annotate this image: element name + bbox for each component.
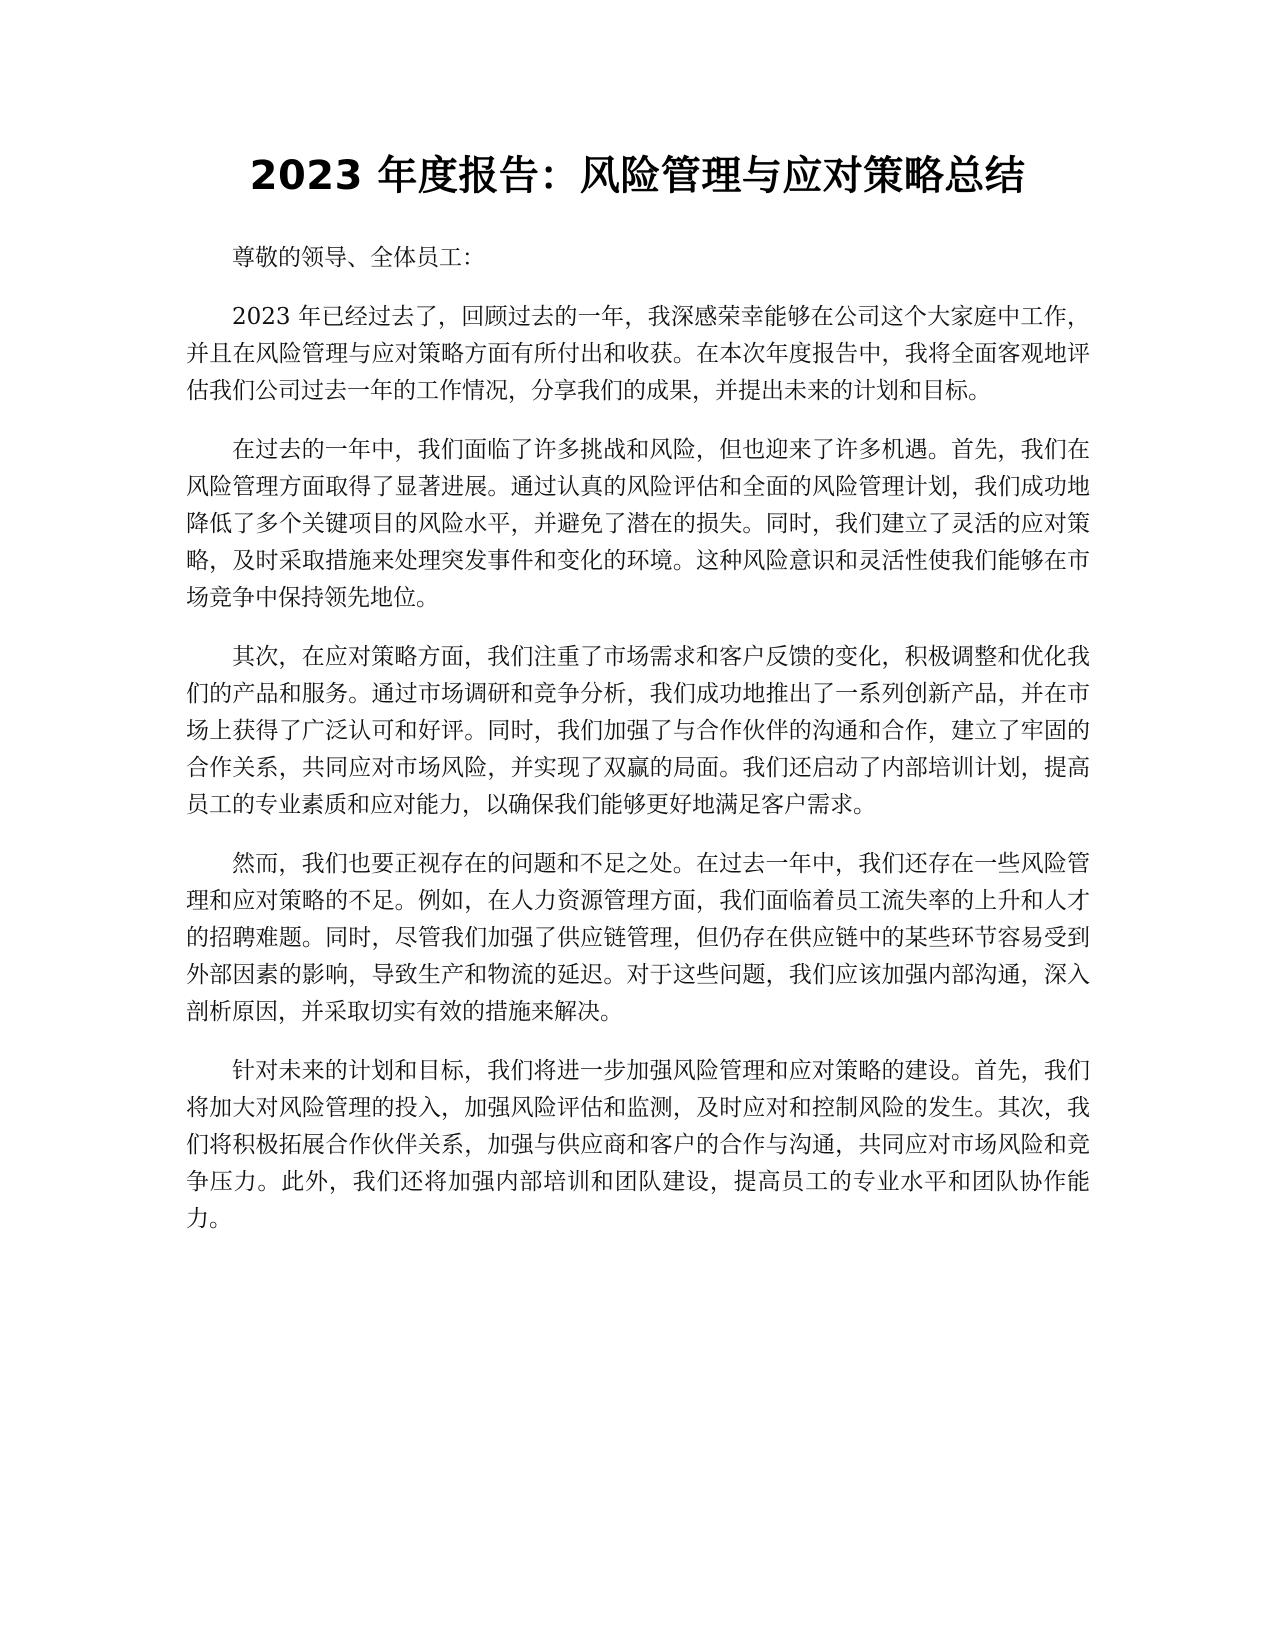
- paragraph-risk-management: 在过去的一年中，我们面临了许多挑战和风险，但也迎来了许多机遇。首先，我们在风险管理方面取得了显著进展。通过认真的风险评估和全面的风险管理计划，我们成功地降低了多个关键项目的风险水平，并避免了潜在的损失。同时，我们建立了灵活的应对策略，及时采取措施来处理突发事件和变化的环境。这种风险意识和灵活性使我们能够在市场竞争中保持领先地位。: [186, 437, 1090, 611]
- paragraph-intro: 2023 年已经过去了，回顾过去的一年，我深感荣幸能够在公司这个大家庭中工作，并且在风险管理与应对策略方面有所付出和收获。在本次年度报告中，我将全面客观地评估我们公司过去一年的工作情况，分享我们的成果，并提出未来的计划和目标。: [186, 304, 1090, 404]
- document-title: 2023 年度报告：风险管理与应对策略总结: [249, 153, 1026, 199]
- document-body: [186, 240, 1090, 1260]
- paragraph-future-plans: 针对未来的计划和目标，我们将进一步加强风险管理和应对策略的建设。首先，我们将加大对风险管理的投入，加强风险评估和监测，及时应对和控制风险的发生。其次，我们将积极拓展合作伙伴关系，加强与供应商和客户的合作与沟通，共同应对市场风险和竞争压力。此外，我们还将加强内部培训和团队建设，提高员工的专业水平和团队协作能力。: [186, 1058, 1090, 1232]
- paragraph-salutation: 尊敬的领导、全体员工：: [232, 245, 485, 271]
- paragraph-response-strategy: 其次，在应对策略方面，我们注重了市场需求和客户反馈的变化，积极调整和优化我们的产品和服务。通过市场调研和竞争分析，我们成功地推出了一系列创新产品，并在市场上获得了广泛认可和好评。同时，我们加强了与合作伙伴的沟通和合作，建立了牢固的合作关系，共同应对市场风险，并实现了双赢的局面。我们还启动了内部培训计划，提高员工的专业素质和应对能力，以确保我们能够更好地满足客户需求。: [186, 644, 1090, 818]
- paragraph-problems: 然而，我们也要正视存在的问题和不足之处。在过去一年中，我们还存在一些风险管理和应对策略的不足。例如，在人力资源管理方面，我们面临着员工流失率的上升和人才的招聘难题。同时，尽管我们加强了供应链管理，但仍存在供应链中的某些环节容易受到外部因素的影响，导致生产和物流的延迟。对于这些问题，我们应该加强内部沟通，深入剖析原因，并采取切实有效的措施来解决。: [186, 851, 1090, 1025]
